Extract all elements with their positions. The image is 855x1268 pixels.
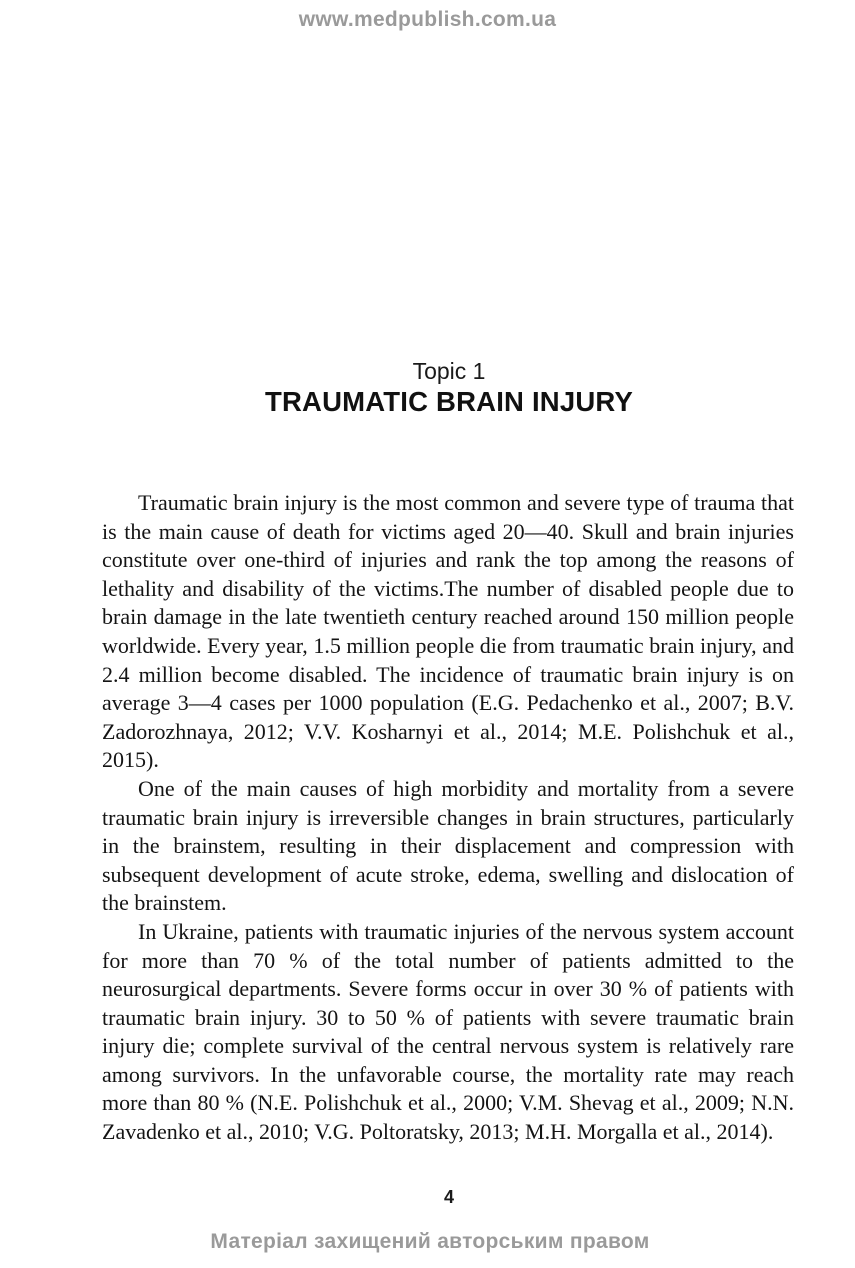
page-number: 4 <box>443 1187 454 1207</box>
header-url: www.medpublish.com.ua <box>298 8 557 31</box>
paragraph-1: Traumatic brain injury is the most common and severe type of trauma that is the main cause of death for victims aged 20—40. Skull and brain injuries constitute over one-third of injuries and rank the top among the reasons of lethality and disability of the victims.The number of disabled people due to brain damage in the late twentieth century reached around 150 million people worldwide. Every year, 1.5 million people die from traumatic brain injury, and 2.4 million become disabled. The incidence of traumatic brain injury is on average 3—4 cases per 1000 population (E.G. Pedachenko et al., 2007; B.V. Zadorozhnaya, 2012; V.V. Kosharnyi et al., 2014; M.E. Polishchuk et al., 2015). <box>102 490 794 773</box>
paragraph-3: In Ukraine, patients with traumatic injuries of the nervous system account for more than 70 % of the total number of patients admitted to the neurosurgical departments. Severe forms occur in over 30 % of patients with traumatic brain injury. 30 to 50 % of patients with severe traumatic brain injury die; complete survival of the central nervous system is relatively rare among survivors. In the unfavorable course, the mortality rate may reach more than 80 % (N.E. Polishchuk et al., 2000; V.M. Shevag et al., 2009; N.N. Zavadenko et al., 2010; V.G. Poltoratsky, 2013; M.H. Morgalla et al., 2014). <box>102 918 794 1145</box>
copyright-notice: Матеріал захищений авторським правом <box>210 1230 650 1253</box>
topic-label: Topic 1 <box>412 358 486 384</box>
chapter-title: TRAUMATIC BRAIN INJURY <box>265 386 633 417</box>
body-text <box>102 489 794 1147</box>
paragraph-2: One of the main causes of high morbidity and mortality from a severe traumatic brain injury is irreversible changes in brain structures, particularly in the brainstem, resulting in their displacement and compression with subsequent development of acute stroke, edema, swelling and dislocation of the brainstem. <box>102 775 794 916</box>
